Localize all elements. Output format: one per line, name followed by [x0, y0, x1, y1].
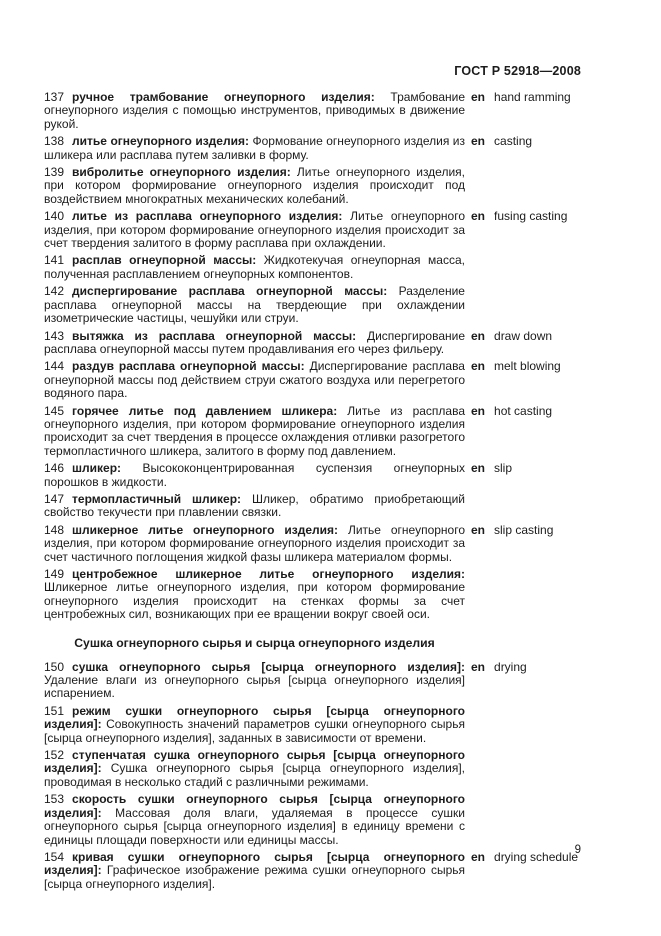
page-number: 9 [574, 844, 581, 856]
term-number: 144 [44, 359, 65, 374]
term-translation [471, 568, 612, 581]
term-text [44, 749, 465, 789]
en-language-label: en [471, 403, 486, 418]
term-entry [44, 493, 616, 520]
term-name: вибролитье огнеупорного изделия: [72, 165, 291, 180]
term-definition: Литье огнеупорного изделия, при котором формирование огнеупорного изделия происходит за счет твердения залитого в форму расплава при охлаждении. [44, 209, 466, 251]
term-text [44, 330, 465, 357]
term-name: шликерное литье огнеупорного изделия: [72, 522, 339, 537]
term-translation [471, 524, 612, 537]
term-translation [471, 793, 612, 806]
term-name: ручное трамбование огнеупорного изделия: [72, 90, 375, 104]
term-entry [44, 360, 616, 400]
term-entry [44, 166, 616, 206]
term-entry [44, 254, 616, 281]
term-definition: Литье огнеупорного изделия, при котором формирование огнеупорного изделия происходит под воздействием многократных механических колебаний. [44, 165, 465, 206]
en-language-label: en [471, 359, 486, 374]
term-text [44, 135, 465, 162]
term-english: slip casting [494, 522, 554, 537]
term-definition: Высококонцентрированная суспензия огнеупорных порошков в жидкости. [44, 461, 465, 489]
term-definition: Литье огнеупорного изделия, при котором формирование огнеупорного изделия происходит за счет частичного поглощения жидкой фазы шликера материалом формы. [44, 522, 465, 564]
term-entry [44, 749, 616, 789]
term-definition: Совокупность значений параметров сушки огнеупорного сырья [сырца огнеупорного изделия], заданных в зависимости от времени. [44, 717, 465, 745]
term-name: раздув расплава огнеупорной массы: [72, 359, 305, 374]
term-definition: Жидкотекучая огнеупорная масса, полученная расплавлением огнеупорных компонентов. [44, 253, 465, 281]
en-language-label: en [471, 659, 486, 674]
term-definition: Шликер, обратимо приобретающий свойство текучести при плавлении связки. [44, 491, 465, 520]
term-translation [471, 360, 612, 373]
term-text [44, 405, 465, 459]
term-name: центробежное шликерное литье огнеупорного изделия: [72, 567, 465, 581]
term-text [44, 851, 465, 891]
term-translation [471, 135, 612, 148]
term-text [44, 462, 465, 489]
term-text [44, 705, 465, 745]
term-translation [471, 285, 612, 298]
term-name: сушка огнеупорного сырья [сырца огнеупорного изделия]: [72, 659, 465, 674]
term-definition: Сушка огнеупорного сырья [сырца огнеупорного изделия], проводимая в несколько стадий с различными режимами. [44, 761, 465, 789]
term-text [44, 285, 465, 325]
term-text [44, 91, 465, 131]
term-translation [471, 749, 612, 762]
term-number: 148 [44, 522, 65, 537]
term-name: вытяжка из расплава огнеупорной массы: [72, 328, 357, 343]
term-name: кривая сушки огнеупорного сырья [сырца огнеупорного изделия]: [44, 849, 465, 878]
term-english: drying [494, 659, 527, 674]
term-entry [44, 210, 616, 250]
term-translation [471, 210, 612, 223]
term-english: drying schedule [494, 849, 579, 864]
term-text [44, 360, 465, 400]
terms-list [44, 91, 616, 895]
en-language-label: en [471, 90, 486, 104]
term-text [44, 210, 465, 250]
term-text [44, 661, 465, 701]
term-number: 143 [44, 328, 65, 343]
term-definition: Удаление влаги из огнеупорного сырья [сырца огнеупорного изделия] испарением. [44, 673, 465, 701]
term-number: 145 [44, 403, 65, 418]
term-number: 138 [44, 134, 65, 149]
term-number: 154 [44, 849, 65, 864]
term-number: 137 [44, 90, 65, 104]
term-english: melt blowing [494, 359, 561, 374]
en-language-label: en [471, 522, 486, 537]
term-definition: Шликерное литье огнеупорного изделия, при котором формирование огнеупорного изделия происходит на стенках формы за счет центробежных сил, возникающих при ее вращении вокруг своей оси. [44, 580, 465, 622]
term-entry [44, 705, 616, 745]
term-definition: Массовая доля влаги, удаляемая в процессе сушки огнеупорного сырья [сырца огнеупорного изделия] в единицу времени с единицы площади поверхности или единицы массы. [44, 805, 465, 847]
term-name: литье из расплава огнеупорного изделия: [72, 209, 343, 224]
term-translation [471, 851, 612, 864]
term-text [44, 493, 465, 520]
term-text [44, 166, 465, 206]
term-name: диспергирование расплава огнеупорной массы: [72, 284, 388, 299]
term-entry [44, 793, 616, 847]
term-number: 141 [44, 253, 65, 268]
term-number: 150 [44, 659, 65, 674]
term-english: fusing casting [494, 209, 568, 224]
term-number: 147 [44, 491, 65, 506]
section-heading: Сушка огнеупорного сырья и сырца огнеупорного изделия [74, 635, 435, 650]
term-translation [471, 91, 612, 104]
term-text [44, 793, 465, 847]
term-definition: Диспергирование расплава огнеупорной массы под действием струи сжатого воздуха или перегретого водяного пара. [44, 359, 465, 401]
term-text [44, 254, 465, 281]
term-name: шликер: [72, 461, 122, 476]
term-number: 149 [44, 567, 65, 581]
term-number: 152 [44, 748, 65, 763]
term-definition: Графическое изображение режима сушки огнеупорного сырья [сырца огнеупорного изделия]. [44, 863, 465, 891]
term-translation [471, 661, 612, 674]
term-name: скорость сушки огнеупорного сырья [сырца огнеупорного изделия]: [44, 792, 465, 820]
term-entry [44, 568, 616, 622]
term-number: 153 [44, 792, 65, 807]
term-entry [44, 285, 616, 325]
term-number: 146 [44, 461, 65, 476]
term-name: режим сушки огнеупорного сырья [сырца огнеупорного изделия]: [44, 703, 465, 732]
term-translation [471, 330, 612, 343]
term-english: casting [494, 134, 533, 149]
term-translation [471, 405, 612, 418]
term-name: горячее литье под давлением шликера: [72, 403, 338, 418]
term-name: литье огнеупорного изделия: [72, 134, 249, 149]
en-language-label: en [471, 209, 486, 224]
en-language-label: en [471, 328, 486, 343]
term-text [44, 568, 465, 622]
term-translation [471, 462, 612, 475]
term-name: расплав огнеупорной массы: [72, 253, 257, 268]
term-translation [471, 166, 612, 179]
term-number: 140 [44, 209, 65, 224]
term-english: hand ramming [494, 90, 571, 104]
term-text [44, 524, 465, 564]
term-translation [471, 705, 612, 718]
term-translation [471, 493, 612, 506]
en-language-label: en [471, 461, 486, 476]
term-definition: Литье из расплава огнеупорного изделия, при котором формирование огнеупорного изделия происходит за счет твердения в процессе охлаждения отливки разогретого термопластичного шликера, залитого в форму под давлением. [44, 403, 466, 458]
term-english: hot casting [494, 403, 553, 418]
term-entry [44, 135, 616, 162]
term-entry [44, 851, 616, 891]
term-entry [44, 524, 616, 564]
term-entry [44, 661, 616, 701]
term-entry [44, 330, 616, 357]
term-name: ступенчатая сушка огнеупорного сырья [сырца огнеупорного изделия]: [44, 748, 465, 776]
term-definition: Формование огнеупорного изделия из шликера или расплава путем заливки в форму. [44, 134, 465, 162]
term-number: 151 [44, 703, 65, 718]
document-header: ГОСТ Р 52918—2008 [454, 64, 581, 78]
term-definition: Диспергирование расплава огнеупорной массы путем продавливания его через фильеру. [44, 328, 465, 356]
term-number: 139 [44, 165, 65, 180]
term-english: draw down [494, 328, 553, 343]
term-entry [44, 405, 616, 459]
en-language-label: en [471, 134, 486, 149]
term-definition: Трамбование огнеупорного изделия с помощью инструментов, приводимых в движение рукой. [44, 90, 465, 131]
term-entry [44, 462, 616, 489]
term-name: термопластичный шликер: [72, 491, 242, 506]
en-language-label: en [471, 849, 486, 864]
term-english: slip [494, 461, 513, 476]
term-definition: Разделение расплава огнеупорной массы на твердеющие при охлаждении изометрические частицы, чешуйки или струи. [44, 284, 465, 326]
term-translation [471, 254, 612, 267]
term-entry [44, 91, 616, 131]
term-number: 142 [44, 284, 65, 299]
